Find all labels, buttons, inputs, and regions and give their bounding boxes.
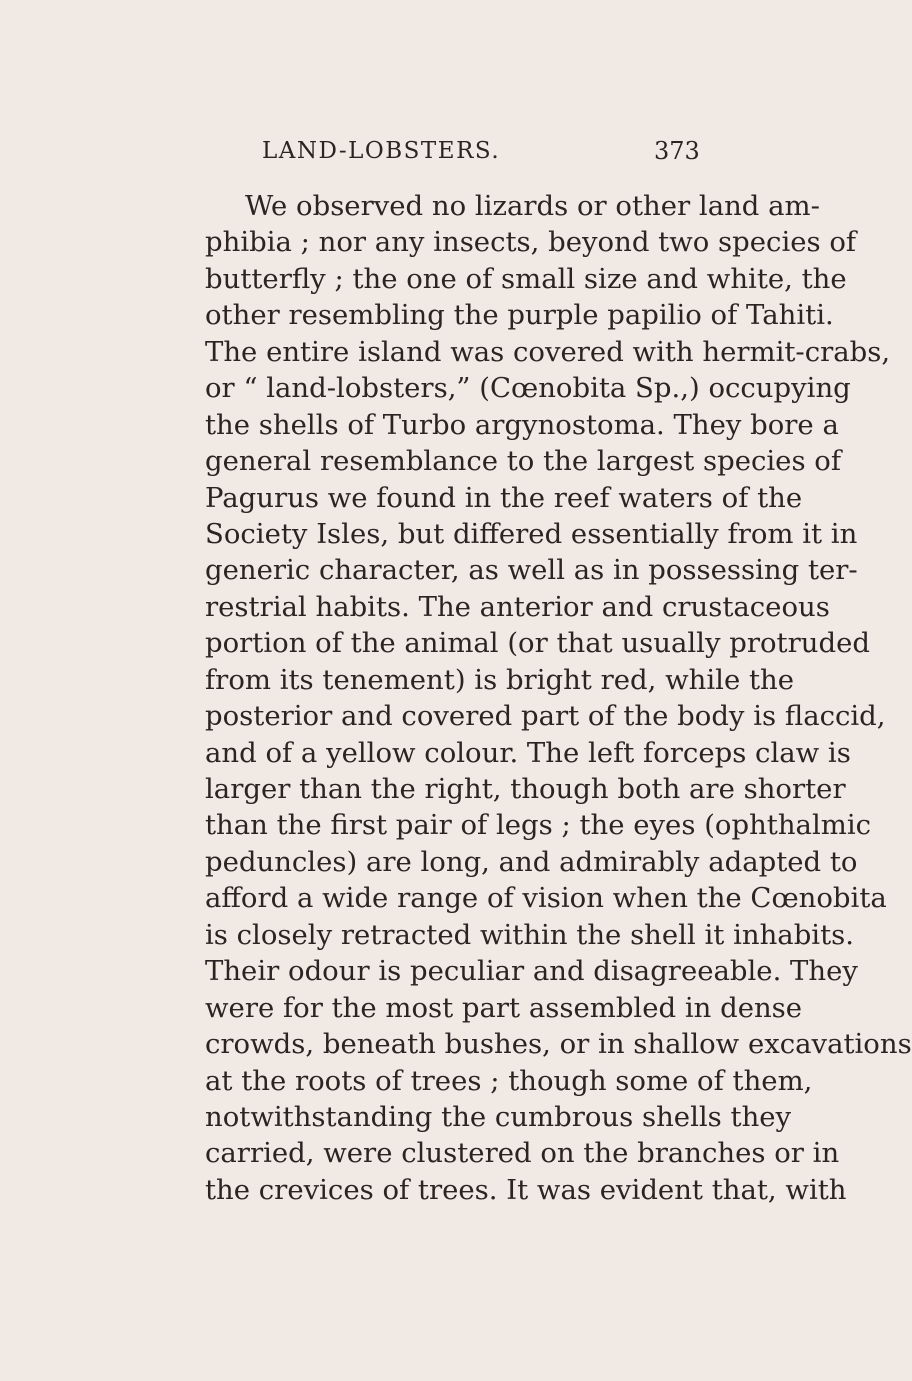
text-line: the crevices of trees. It was evident that, with bbox=[205, 1173, 847, 1206]
text-line: larger than the right, though both are shorter bbox=[205, 773, 846, 805]
page-number: 373 bbox=[654, 137, 700, 165]
text-line: were for the most part assembled in dense bbox=[205, 991, 803, 1024]
text-line: notwithstanding the cumbrous shells they bbox=[205, 1100, 792, 1133]
text-line: restrial habits. The anterior and crustaceous bbox=[205, 590, 830, 623]
text-line: peduncles) are long, and admirably adapted to bbox=[205, 845, 858, 878]
text-line: than the first pair of legs ; the eyes (ophthalmic bbox=[205, 809, 872, 842]
text-line: other resembling the purple papilio of Tahiti. bbox=[205, 299, 834, 332]
text-line: posterior and covered part of the body is flaccid, bbox=[205, 700, 886, 733]
body-paragraph bbox=[205, 188, 912, 1208]
text-line: carried, were clustered on the branches or in bbox=[205, 1137, 840, 1170]
text-line: portion of the animal (or that usually protruded bbox=[205, 627, 870, 660]
text-line: butterfly ; the one of small size and white, the bbox=[205, 262, 847, 295]
text-line: and of a yellow colour. The left forceps claw is bbox=[205, 736, 851, 769]
text-line: The entire island was covered with hermit-crabs, bbox=[205, 335, 891, 368]
text-line: We observed no lizards or other land am- bbox=[245, 190, 820, 222]
text-line: from its tenement) is bright red, while the bbox=[205, 663, 794, 696]
text-line: at the roots of trees ; though some of them, bbox=[205, 1064, 813, 1097]
text-line: general resemblance to the largest species of bbox=[205, 445, 842, 478]
text-line: Pagurus we found in the reef waters of the bbox=[205, 481, 803, 514]
page-header bbox=[0, 133, 801, 169]
text-line: is closely retracted within the shell it inhabits. bbox=[205, 918, 855, 951]
running-head: LAND-LOBSTERS. bbox=[262, 138, 501, 164]
text-line: Their odour is peculiar and disagreeable. They bbox=[205, 955, 858, 988]
text-line: Society Isles, but differed essentially from it in bbox=[205, 517, 858, 550]
text-line: phibia ; nor any insects, beyond two species of bbox=[205, 226, 857, 259]
text-line: the shells of Turbo argynostoma. They bore a bbox=[205, 408, 839, 441]
text-line: afford a wide range of vision when the Cœnobita bbox=[205, 882, 887, 915]
text-line: or “ land-lobsters,” (Cœnobita Sp.,) occupying bbox=[205, 372, 851, 405]
text-line: generic character, as well as in possessing ter- bbox=[205, 554, 858, 587]
text-line: crowds, beneath bushes, or in shallow excavations bbox=[205, 1028, 912, 1061]
